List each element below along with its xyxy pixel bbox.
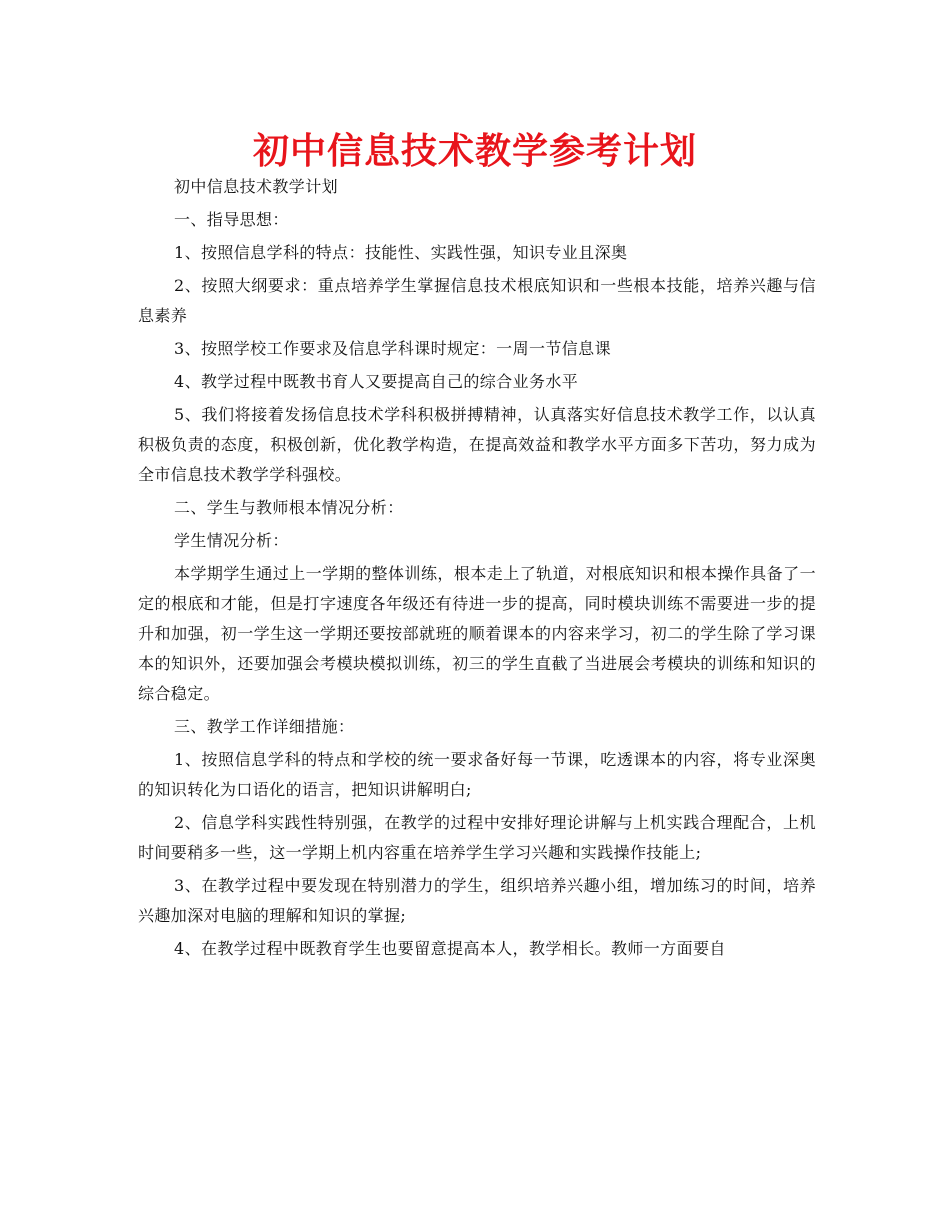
- document-body: [138, 172, 816, 967]
- paragraph: 3、在教学过程中要发现在特别潜力的学生，组织培养兴趣小组，增加练习的时间，培养兴趣加深对电脑的理解和知识的掌握;: [138, 876, 816, 925]
- paragraph: 二、学生与教师根本情况分析：: [174, 498, 404, 517]
- document-title: 初中信息技术教学参考计划: [252, 130, 697, 172]
- paragraph: 三、教学工作详细措施：: [174, 717, 355, 736]
- paragraph: 一、指导思想：: [174, 210, 289, 229]
- paragraph: 3、按照学校工作要求及信息学科课时规定：一周一节信息课: [174, 339, 611, 358]
- paragraph: 5、我们将接着发扬信息技术学科积极拼搏精神，认真落实好信息技术教学工作，以认真积极负责的态度，积极创新，优化教学构造，在提高效益和教学水平方面多下苦功，努力成为全市信息技术教学学科强校。: [138, 405, 816, 484]
- paragraph: 1、按照信息学科的特点：技能性、实践性强，知识专业且深奥: [174, 243, 628, 262]
- paragraph: 学生情况分析：: [174, 531, 289, 550]
- paragraph: 4、教学过程中既教书育人又要提高自己的综合业务水平: [174, 372, 579, 391]
- paragraph: 4、在教学过程中既教育学生也要留意提高本人，教学相长。教师一方面要自: [174, 939, 726, 958]
- paragraph: 初中信息技术教学计划: [174, 177, 339, 196]
- paragraph: 1、按照信息学科的特点和学校的统一要求备好每一节课，吃透课本的内容，将专业深奥的知识转化为口语化的语言，把知识讲解明白;: [138, 750, 816, 799]
- paragraph: 本学期学生通过上一学期的整体训练，根本走上了轨道，对根底知识和根本操作具备了一定的根底和才能，但是打字速度各年级还有待进一步的提高，同时模块训练不需要进一步的提升和加强，初一学生这一学期还要按部就班的顺着课本的内容来学习，初二的学生除了学习课本的知识外，还要加强会考模块模拟训练，初三的学生直截了当进展会考模块的训练和知识的综合稳定。: [138, 564, 816, 703]
- paragraph: 2、按照大纲要求：重点培养学生掌握信息技术根底知识和一些根本技能，培养兴趣与信息素养: [138, 276, 816, 325]
- paragraph: 2、信息学科实践性特别强，在教学的过程中安排好理论讲解与上机实践合理配合，上机时间要稍多一些，这一学期上机内容重在培养学生学习兴趣和实践操作技能上;: [138, 813, 816, 862]
